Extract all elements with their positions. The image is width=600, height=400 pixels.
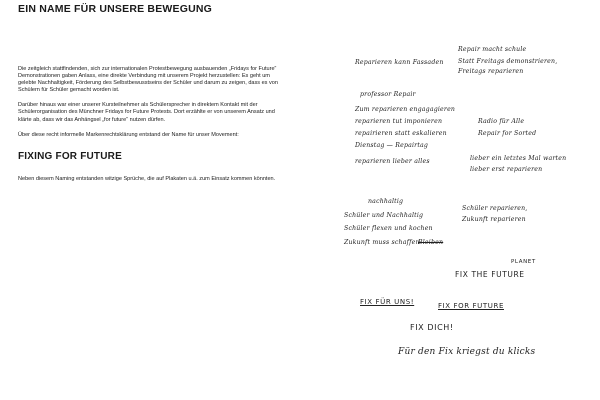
handwritten-note: Reparieren kann Fassaden [355,59,444,66]
handwritten-note: lieber erst reparieren [470,166,543,173]
handwritten-note: Dienstag — Repairtag [355,142,429,149]
page-title: EIN NAME FÜR UNSERE BEWEGUNG [18,3,213,15]
handwritten-note: repairieren statt eskalieren [355,130,447,137]
handwritten-note: nachhaltig [368,198,404,205]
handwritten-note: Freitags reparieren [458,68,524,75]
handwritten-note: Zukunft reparieren [462,216,526,223]
handwritten-note: FIX FOR FUTURE [438,302,504,310]
handwritten-note: Repair macht schule [458,46,527,53]
handwritten-note: Statt Freitags demonstrieren, [458,58,558,65]
section-subheading: FIXING FOR FUTURE [18,150,122,162]
handwritten-note: Bleiben [418,239,444,246]
handwritten-note: Schüler flexen und kochen [344,225,433,232]
handwritten-note: Zukunft muss schaffen [344,239,420,246]
paragraph-3: Über diese recht informelle Markenrechtsklärung entstand der Name für unser Movement: [18,131,239,138]
handwritten-note: professor Repair [360,91,416,98]
handwritten-note: Zum reparieren engagagieren [355,106,456,113]
handwritten-note: reparieren tut imponieren [355,118,443,125]
handwritten-note: FIX DICH! [410,323,454,332]
handwritten-note: Radio für Alle [478,118,525,125]
closing-paragraph: Neben diesem Naming entstanden witzige Sprüche, die auf Plakaten u.ä. zum Einsatz kommen könnten. [18,175,276,182]
paragraph-2: Darüber hinaus war einer unserer Kursteilnehmer als Schülersprecher in direktem Kontakt mit der Schülerorganisation des Münchner Fridays for Future Protests. Dort erzählte er von unserem Ansatz und klärte ab, dass wir das Anhängsel „for future“ nutzen dürfen. [18,102,275,123]
handwritten-note: Repair for Sorted [478,130,537,137]
handwritten-note: reparieren lieber alles [355,158,430,165]
paragraph-1: Die zeitgleich stattfindenden, sich zur internationalen Protestbewegung ausbauenden „Fridays for Future“ Demonstrationen gaben Anlass, eine direkte Verbindung mit unserem Projekt herzustellen: Es geht um gelebte Nachhaltigkeit, Förderung des Selbstbewusstseins der Schüler und darum zu zeigen, dass es von Schülern für Schüler gemacht worden ist. [18,66,278,94]
handwritten-note: Schüler reparieren, [462,205,528,212]
handwritten-note: lieber ein letztes Mal warten [470,155,567,162]
handwritten-note: FIX THE FUTURE [455,270,525,279]
handwritten-note: PLANET [511,259,536,265]
handwritten-note: FIX FÜR UNS! [360,298,415,306]
handwritten-note: Schüler und Nachhaltig [344,212,424,219]
handwritten-note: Für den Fix kriegst du klicks [398,347,536,357]
